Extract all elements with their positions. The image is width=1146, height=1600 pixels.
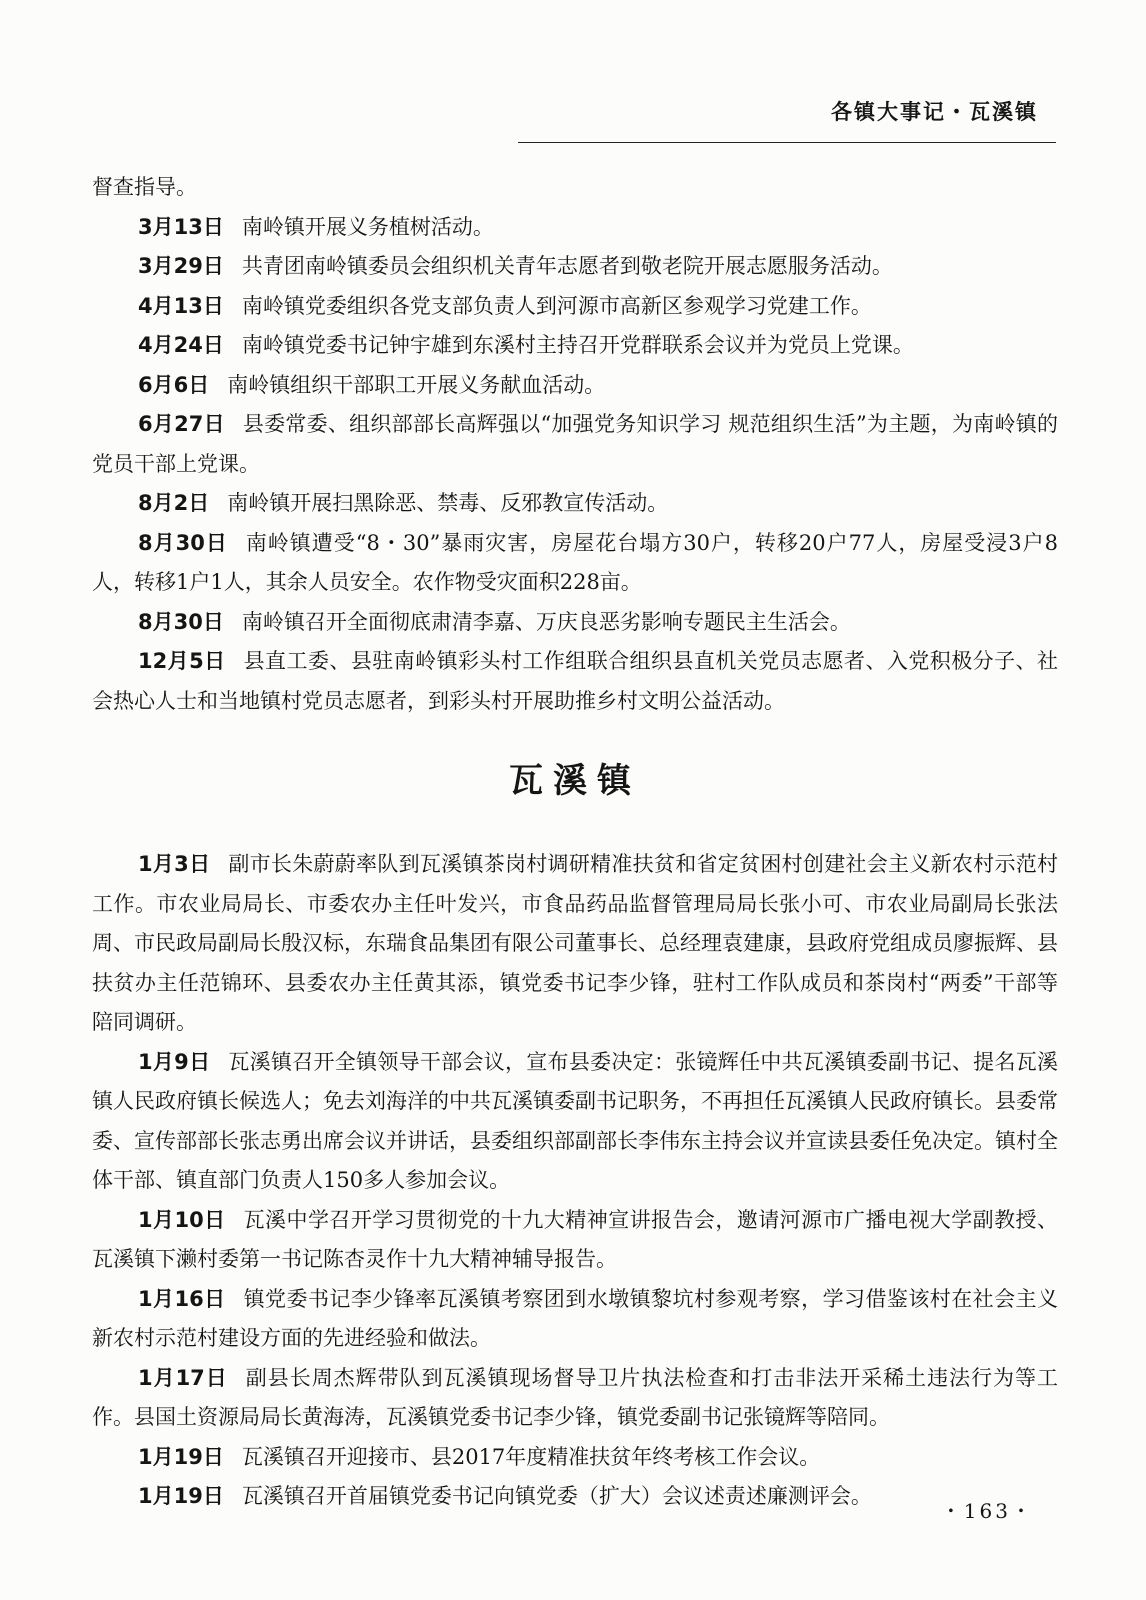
entry-date: 12月5日 [138, 649, 226, 673]
entry-date: 1月19日 [138, 1444, 224, 1469]
page-number: ・163・ [940, 1499, 1034, 1523]
chronicle-entry [92, 484, 1058, 524]
entry-date: 3月13日 [138, 214, 224, 239]
chronicle-entry [92, 366, 1058, 406]
entry-text: 瓦溪中学召开学习贯彻党的十九大精神宣讲报告会，邀请河源市广播电视大学副教授、瓦溪镇下濑村委第一书记陈杏灵作十九大精神辅导报告。 [92, 1207, 1058, 1271]
entry-date: 3月29日 [138, 254, 224, 278]
chronicle-entry [92, 642, 1058, 721]
chronicle-entry [92, 1043, 1058, 1201]
chronicle-entry [92, 524, 1058, 603]
entry-text: 瓦溪镇召开全镇领导干部会议，宣布县委决定：张镜辉任中共瓦溪镇委副书记、提名瓦溪镇人民政府镇长候选人；免去刘海洋的中共瓦溪镇委副书记职务，不再担任瓦溪镇人民政府镇长。县委常委、宣传部部长张志勇出席会议并讲话，县委组织部副部长李伟东主持会议并宣读县委任免决定。镇村全体干部、镇直部门负责人150多人参加会议。 [92, 1049, 1059, 1192]
entry-date: 8月2日 [138, 491, 210, 515]
entry-text: 南岭镇党委书记钟宇雄到东溪村主持召开党群联系会议并为党员上党课。 [241, 333, 914, 357]
chronicle-entry [92, 208, 1058, 248]
entry-text: 南岭镇党委组织各党支部负责人到河源市高新区参观学习党建工作。 [241, 293, 872, 318]
chronicle-entry [92, 247, 1058, 287]
entry-date: 1月17日 [138, 1365, 228, 1390]
section-nanling-entries [92, 208, 1058, 722]
entry-text: 县委常委、组织部部长高辉强以“加强党务知识学习 规范组织生活”为主题，为南岭镇的党员干部上党课。 [92, 412, 1058, 476]
entry-text: 南岭镇开展扫黑除恶、禁毒、反邪教宣传活动。 [227, 491, 669, 515]
entry-text: 瓦溪镇召开首届镇党委书记向镇党委（扩大）会议述责述廉测评会。 [241, 1484, 872, 1508]
entry-text: 瓦溪镇召开迎接市、县2017年度精准扶贫年终考核工作会议。 [241, 1444, 821, 1469]
chronicle-entry [92, 326, 1058, 366]
entry-date: 4月24日 [138, 333, 224, 357]
chronicle-entry [92, 1280, 1058, 1359]
entry-text: 镇党委书记李少锋率瓦溪镇考察团到水墩镇黎坑村参观考察，学习借鉴该村在社会主义新农村示范村建设方面的先进经验和做法。 [92, 1286, 1058, 1350]
entry-date: 1月9日 [138, 1049, 211, 1074]
entry-date: 1月3日 [138, 852, 211, 876]
entry-date: 1月16日 [138, 1286, 226, 1311]
section-waxi-entries [92, 845, 1058, 1517]
entry-text: 南岭镇开展义务植树活动。 [241, 214, 494, 239]
entry-date: 6月6日 [138, 372, 210, 397]
entry-text: 副县长周杰辉带队到瓦溪镇现场督导卫片执法检查和打击非法开采稀土违法行为等工作。县国土资源局局长黄海涛，瓦溪镇党委书记李少锋，镇党委副书记张镜辉等陪同。 [92, 1365, 1059, 1429]
chronicle-entry [92, 603, 1058, 643]
entry-text: 县直工委、县驻南岭镇彩头村工作组联合组织县直机关党员志愿者、入党积极分子、社会热心人士和当地镇村党员志愿者，到彩头村开展助推乡村文明公益活动。 [92, 649, 1058, 713]
entry-text: 副市长朱蔚蔚率队到瓦溪镇茶岗村调研精准扶贫和省定贫困村创建社会主义新农村示范村工作。市农业局局长、市委农办主任叶发兴，市食品药品监督管理局局长张小可、市农业局副局长张法周、市民政局副局长殷汉标，东瑞食品集团有限公司董事长、总经理袁建康，县政府党组成员廖振辉、县扶贫办主任范锦环、县委农办主任黄其添，镇党委书记李少锋，驻村工作队成员和茶岗村“两委”干部等陪同调研。 [92, 852, 1059, 1034]
header-rule [518, 142, 1056, 143]
chronicle-entry [92, 405, 1058, 484]
entry-text: 南岭镇遭受“8・30”暴雨灾害，房屋花台塌方30户，转移20户77人，房屋受浸3户8人，转移1户1人，其余人员安全。农作物受灾面积228亩。 [92, 530, 1058, 594]
chronicle-entry [92, 1438, 1058, 1478]
entry-date: 1月19日 [138, 1484, 224, 1508]
entry-date: 1月10日 [138, 1207, 226, 1232]
section-title: 瓦溪镇 [509, 761, 641, 801]
chronicle-entry [92, 1201, 1058, 1280]
continuation-text: 督查指导。 [92, 175, 197, 199]
entry-text: 南岭镇组织干部职工开展义务献血活动。 [227, 372, 606, 397]
running-header: 各镇大事记・瓦溪镇 [831, 100, 1038, 124]
entry-text: 南岭镇召开全面彻底肃清李嘉、万庆良恶劣影响专题民主生活会。 [241, 609, 851, 634]
entry-date: 4月13日 [138, 293, 224, 318]
chronicle-entry [92, 1359, 1058, 1438]
chronicle-entry [92, 845, 1058, 1043]
entry-date: 6月27日 [138, 412, 225, 436]
entry-date: 8月30日 [138, 530, 228, 555]
page-content [92, 168, 1058, 1517]
entry-date: 8月30日 [138, 609, 224, 634]
chronicle-entry [92, 1477, 1058, 1517]
chronicle-entry [92, 287, 1058, 327]
entry-text: 共青团南岭镇委员会组织机关青年志愿者到敬老院开展志愿服务活动。 [241, 254, 893, 278]
